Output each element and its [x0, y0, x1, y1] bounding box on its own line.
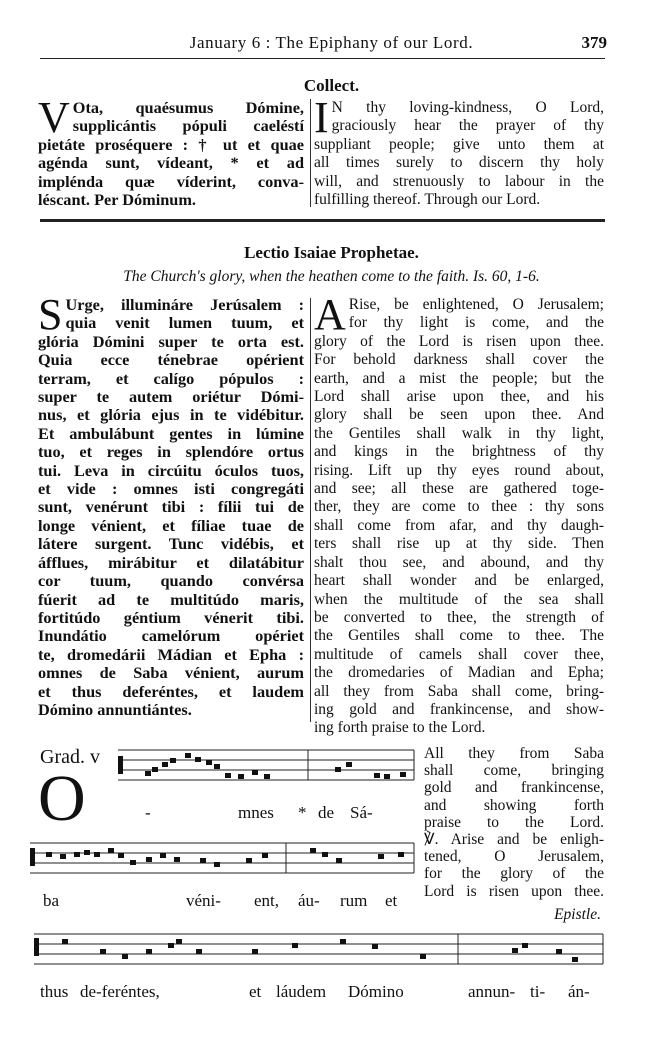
lyric-syllable: de [318, 803, 335, 822]
text-line: agénda sunt, vídeant, * et ad [38, 153, 304, 173]
text-line: shall come, bringing [424, 762, 604, 780]
text-line: for the glory of the [424, 865, 604, 883]
lyric-syllable: ti- [530, 982, 546, 1001]
drop-cap: S [38, 290, 63, 339]
text-line: Quia ecce ténebrae opérient [38, 350, 304, 370]
text-line: Urge, illumináre Jerúsalem : [65, 295, 304, 314]
text-line: glory shall be seen upon thee. And [314, 406, 604, 424]
lyric-syllable: * [298, 803, 307, 822]
text-line: earth, and a mist the people; but the [314, 369, 604, 387]
text-line: shalt thou see, and abound, and thy [314, 553, 604, 571]
text-line: rising. Lift up thy eyes round about, [314, 461, 604, 479]
lectio-latin [38, 290, 304, 719]
gradual-label: Grad. v [40, 746, 100, 768]
text-line: multitude of camels shall cover thee, [314, 645, 604, 663]
section-rule [40, 219, 605, 222]
text-line: áfflues, mirábitur et dilatábitur [38, 552, 304, 572]
text-line: For behold darkness shall cover the [314, 351, 604, 369]
lyric-syllable: annun- [468, 982, 516, 1001]
text-line: heart shall wonder and be enlarged, [314, 572, 604, 590]
text-line: all times surely to discern thy holy [314, 154, 604, 172]
lectio-heading: Lectio Isaiae Prophetae. [244, 243, 419, 262]
text-line: látere surgent. Tunc vidébis, et [38, 534, 304, 554]
neumes-3 [34, 938, 578, 962]
text-line: terram, et calígo pópulos : [38, 368, 304, 388]
lyric-syllable: véni- [186, 891, 221, 910]
lyric-syllable: láudem [276, 982, 327, 1001]
text-line: tened, O Jerusalem, [424, 848, 604, 866]
drop-cap: I [314, 93, 329, 142]
text-line: Et ambulábunt gentes in lúmine [38, 423, 304, 443]
column-divider [310, 298, 311, 722]
header-rule [40, 58, 605, 59]
text-line: supplicántis pópuli caeléstí [72, 116, 304, 136]
text-line: Lord shall arise upon thee, and his [314, 388, 604, 406]
text-line: ters shall rise up at thy side. Then [314, 535, 604, 553]
text-line: et vide : omnes isti congregáti [38, 479, 304, 499]
lyric-syllable: ent, [254, 891, 280, 910]
text-line: the Gentiles shall walk in thy light, [314, 424, 604, 442]
column-divider [310, 99, 311, 207]
lectio-english [314, 290, 604, 738]
text-line: the Gentiles shall come to thee. The [314, 627, 604, 645]
text-line: Rise, be enlightened, O Jerusalem; [348, 296, 604, 313]
text-line: for thy light is come, and the [348, 314, 604, 332]
text-line: be converted to thee, the strength of [314, 608, 604, 626]
lyric-syllable: ba [43, 891, 60, 910]
text-line: ther, they are come to thee : thy sons [314, 498, 604, 516]
drop-cap: A [314, 290, 346, 339]
text-line: and kings in the brightness of thy [314, 443, 604, 461]
epistle-cue: Epistle. [554, 906, 601, 923]
neumes-2 [30, 848, 404, 867]
running-header: January 6 : The Epiphany of our Lord. [189, 33, 474, 52]
chant-initial: O [38, 762, 86, 835]
neumes-1 [118, 753, 406, 779]
lyric-syllable: et [249, 982, 262, 1001]
collect-english [314, 93, 604, 209]
text-line: longe vénient, et fíliae tuae de [38, 515, 304, 535]
text-line: glory of the Lord is risen upon thee. [314, 332, 604, 350]
text-line: the dromedaries of Madian and Epha; [314, 664, 604, 682]
lyric-syllable: - [145, 803, 151, 822]
gradual-translation [424, 745, 604, 900]
text-line: shall come from afar, and thy daugh- [314, 516, 604, 534]
collect-heading: Collect. [303, 76, 360, 95]
text-line: sunt, venérunt tibi : fílii tui de [38, 497, 304, 517]
text-line: cor tuum, quando convérsa [38, 571, 304, 591]
text-line: Inundátio camelórum opériet [38, 626, 304, 646]
text-line: and showing forth [424, 796, 604, 814]
text-line: glória Dómini super te orta est. [38, 331, 304, 351]
text-line: N thy loving-kindness, O Lord, [331, 99, 604, 116]
lyric-syllable: mnes [238, 803, 274, 822]
text-line: graciously hear the prayer of thy [331, 117, 604, 135]
text-line: gold and frankincense, [424, 779, 604, 797]
text-line: Ota, quaésumus Dómine, [72, 98, 304, 117]
text-line: impléndа quæ víderint, conva- [38, 171, 304, 191]
drop-cap: V [38, 93, 70, 142]
lyric-syllable: et [385, 891, 398, 910]
text-line: when the multitude of the sea shall [314, 590, 604, 608]
lyric-syllable: án- [568, 982, 590, 1001]
lyric-syllable: Sá- [350, 803, 373, 822]
text-line: all they from Saba shall come, bring- [314, 682, 604, 700]
text-line: Lord is risen upon thee. [424, 882, 604, 900]
text-line: omnes de Saba vénient, aurum [38, 663, 304, 683]
text-line: and see; all these are gathered toge- [314, 480, 604, 498]
text-line: will, and strenuously to labour in the [314, 172, 604, 190]
staff-2 [30, 843, 414, 873]
lyric-syllable: rum [340, 891, 368, 910]
text-line: ing gold and frankincense, and show- [314, 700, 604, 718]
text-line: nus, et glória ejus in te vidébitur. [38, 405, 304, 425]
lectio-subtitle: The Church's glory, when the heathen come to the faith. Is. 60, 1-6. [123, 268, 540, 285]
text-line: fulfilling thereof. Through our Lord. [314, 191, 541, 209]
lyric-syllable: de-feréntes, [80, 982, 160, 1001]
text-line: pietáte proséquere : † ut et quae [38, 134, 304, 154]
text-line: praise to the Lord. [424, 813, 604, 831]
text-line: Dómino annuntiántes. [38, 699, 192, 719]
text-line: All they from Saba [424, 745, 604, 762]
page-number: 379 [581, 33, 607, 52]
text-line: tui. Leva in circúitu óculos tuos, [38, 460, 304, 480]
text-line: suppliant people; give unto them at [314, 135, 604, 153]
lyric-syllable: thus [40, 982, 69, 1001]
text-line: et thus deferéntes, et laudem [38, 681, 304, 701]
text-line: ℣. Arise and be enligh- [424, 831, 604, 849]
text-line: fortitúdo géntium vénerit tibi. [38, 607, 304, 627]
text-line: super te autem oriétur Dómi- [38, 387, 304, 407]
lyric-syllable: Dómino [348, 982, 404, 1001]
text-line: te, dromedárii Mádian et Epha : [38, 644, 304, 664]
text-line: fúerit ad te multitúdo maris, [38, 589, 304, 609]
collect-latin [38, 93, 304, 210]
text-line: tuo, et reges in splendóre ortus [38, 442, 304, 462]
lyric-syllable: áu- [298, 891, 320, 910]
text-line: léscant. Per Dóminum. [38, 190, 196, 210]
text-line: ing forth praise to the Lord. [314, 719, 486, 737]
text-line: quia venit lumen tuum, et [65, 313, 304, 333]
